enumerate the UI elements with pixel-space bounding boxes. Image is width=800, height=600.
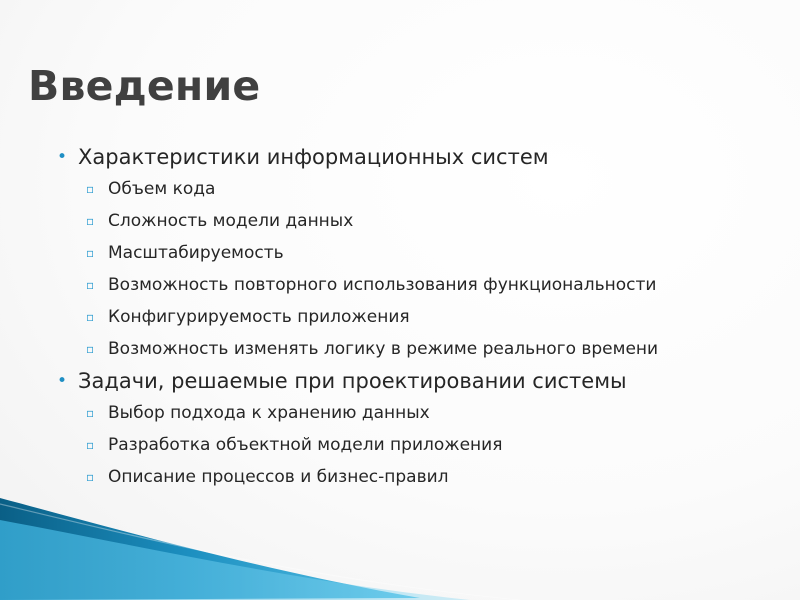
list-item [56, 429, 786, 461]
hollow-bullet-icon: ▫ [86, 438, 95, 452]
list-item [56, 173, 786, 205]
hollow-bullet-icon: ▫ [86, 406, 95, 420]
list-item-text: Сложность модели данных [108, 211, 354, 231]
decorative-wave-graphic [0, 490, 800, 600]
list-item [56, 205, 786, 237]
section-heading-characteristics [56, 141, 786, 173]
list-item-text: Выбор подхода к хранению данных [108, 403, 430, 423]
hollow-bullet-icon: ▫ [86, 278, 95, 292]
section-heading-text: Характеристики информационных систем [78, 145, 549, 169]
list-item-text: Объем кода [108, 179, 216, 199]
list-item-text: Возможность повторного использования функциональности [108, 275, 657, 295]
bullet-list [56, 141, 786, 493]
hollow-bullet-icon: ▫ [86, 342, 95, 356]
slide-title: Введение [28, 62, 261, 110]
list-item-text: Возможность изменять логику в режиме реального времени [108, 339, 659, 359]
list-item-text: Описание процессов и бизнес-правил [108, 467, 449, 487]
list-item [56, 397, 786, 429]
hollow-bullet-icon: ▫ [86, 182, 95, 196]
bullet-icon: • [57, 371, 68, 391]
section-heading-tasks [56, 365, 786, 397]
hollow-bullet-icon: ▫ [86, 214, 95, 228]
list-item [56, 461, 786, 493]
section-heading-text: Задачи, решаемые при проектировании системы [78, 369, 627, 393]
list-item-text: Конфигурируемость приложения [108, 307, 410, 327]
list-item [56, 237, 786, 269]
list-item-text: Масштабируемость [108, 243, 284, 263]
list-item [56, 301, 786, 333]
list-item [56, 333, 786, 365]
hollow-bullet-icon: ▫ [86, 470, 95, 484]
hollow-bullet-icon: ▫ [86, 246, 95, 260]
list-item-text: Разработка объектной модели приложения [108, 435, 503, 455]
bullet-icon: • [57, 147, 68, 167]
list-item [56, 269, 786, 301]
hollow-bullet-icon: ▫ [86, 310, 95, 324]
